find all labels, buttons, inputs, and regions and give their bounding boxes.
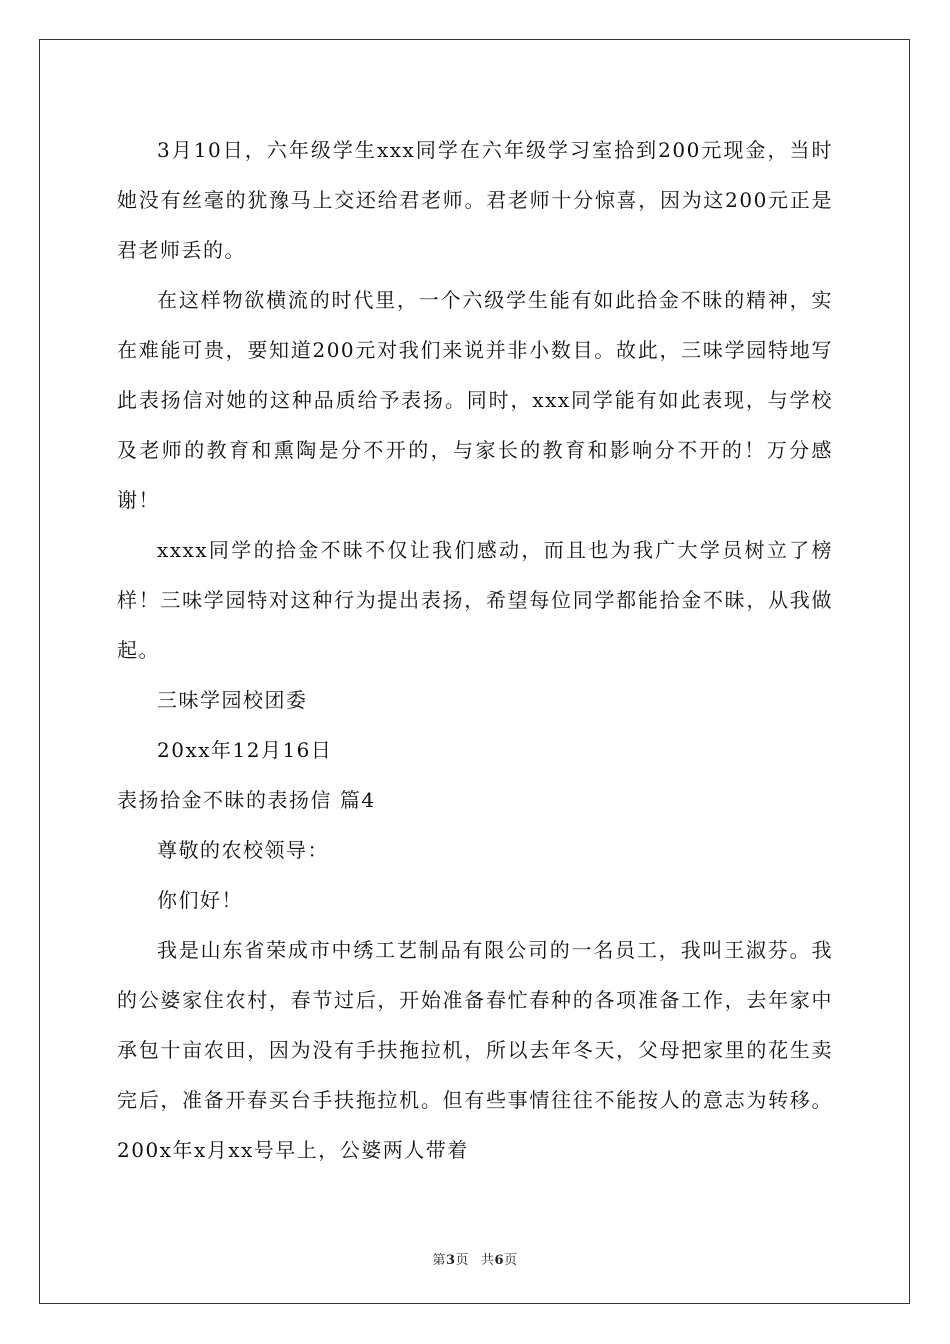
page-footer [0,1249,950,1268]
paragraph-found-money: 3月10日，六年级学生xxx同学在六年级学习室拾到200元现金，当时她没有丝毫的犹豫马上交还给君老师。君老师十分惊喜，因为这200元正是君老师丢的。 [117,138,833,262]
paragraph-letter-body: 我是山东省荣成市中绣工艺制品有限公司的一名员工，我叫王淑芬。我的公婆家住农村，春节过后，开始准备春忙春种的各项准备工作，去年家中承包十亩农田，因为没有手扶拖拉机，所以去年冬天，父母把家里的花生卖完后，准备开春买台手扶拖拉机。但有些事情往往不能按人的意志为转移。200x年x月xx号早上，公婆两人带着 [117,938,833,1162]
paragraph-praise: 在这样物欲横流的时代里，一个六级学生能有如此拾金不昧的精神，实在难能可贵，要知道200元对我们来说并非小数目。故此，三味学园特地写此表扬信对她的这种品质给予表扬。同时，xxx同学能有如此表现，与学校及老师的教育和熏陶是分不开的，与家长的教育和影响分不开的！万分感谢！ [117,288,833,512]
total-prefix: 共 [481,1253,495,1268]
section-heading: 表扬拾金不昧的表扬信 篇4 [117,788,376,812]
document-body [117,125,833,1175]
greeting: 你们好！ [157,888,243,912]
current-page-number: 3 [445,1253,456,1268]
salutation: 尊敬的农校领导： [157,838,329,862]
paragraph-role-model: xxxx同学的拾金不昧不仅让我们感动，而且也为我广大学员树立了榜样！三味学园特对这种行为提出表扬，希望每位同学都能拾金不昧，从我做起。 [117,538,833,662]
page-prefix: 第 [432,1253,446,1268]
signature-date: 20xx年12月16日 [157,738,333,762]
total-unit: 页 [504,1253,518,1268]
page-unit: 页 [455,1253,469,1268]
total-page-number: 6 [494,1253,505,1268]
signature-organization: 三味学园校团委 [157,688,308,712]
